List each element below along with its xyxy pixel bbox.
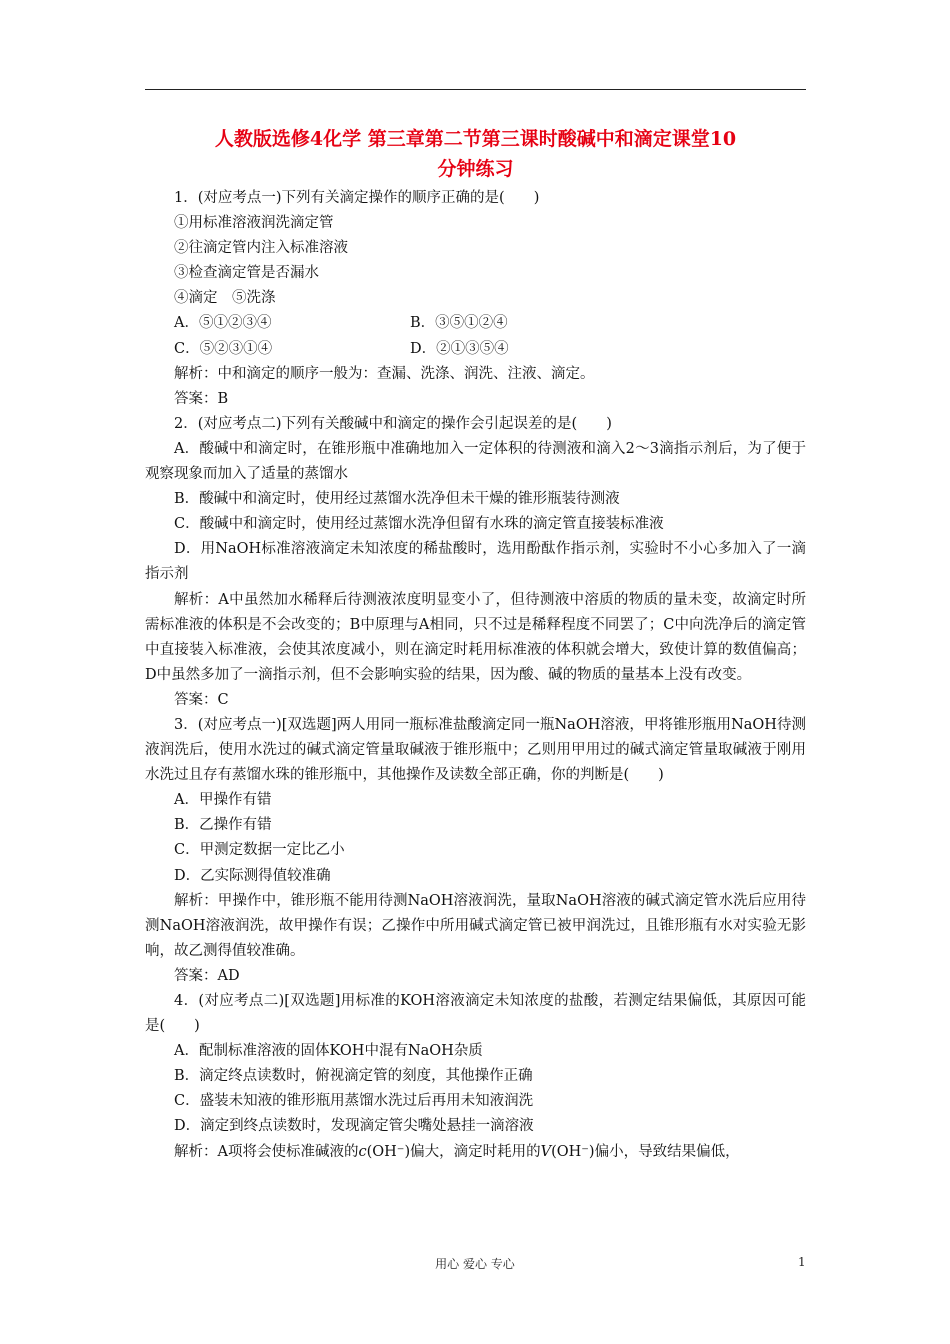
q4-option-d: D．滴定到终点读数时，发现滴定管尖嘴处悬挂一滴溶液: [174, 1118, 534, 1135]
q3-option-a: A．甲操作有错: [174, 792, 272, 809]
q2-analysis: 解析：A中虽然加水稀释后待测液浓度明显变小了，但待测液中溶质的物质的量未变，故滴定时所需标准液的体积是不会改变的；B中原理与A相同，只不过是稀释程度不同罢了；C中向洗净后的滴定管中直接装入标准液，会使其浓度减小，则在滴定时耗用标准液的体积就会增大，致使计算的数值偏高；D中虽然多加了一滴指示剂，但不会影响实验的结果，因为酸、碱的物质的量基本上没有改变。: [145, 591, 806, 683]
q2-option-c: C．酸碱中和滴定时，使用经过蒸馏水洗净但留有水珠的滴定管直接装标准液: [174, 516, 664, 533]
q4-analysis-symbol-c: c: [358, 1143, 367, 1160]
footer-text: 用心 爱心 专心: [435, 1257, 515, 1271]
q2-stem: 2．(对应考点二)下列有关酸碱中和滴定的操作会引起误差的是( ): [174, 415, 612, 432]
q1-answer: 答案：B: [174, 390, 229, 407]
q4-analysis-symbol-v: V: [540, 1143, 552, 1160]
q3-answer: 答案：AD: [174, 967, 240, 984]
q4-analysis-part-3: (OH⁻)偏小，导致结果偏低，: [551, 1143, 740, 1160]
q4-option-a: A．配制标准溶液的固体KOH中混有NaOH杂质: [174, 1043, 483, 1060]
q4-option-c: C．盛装未知液的锥形瓶用蒸馏水洗过后再用未知液润洗: [174, 1093, 534, 1110]
document-body: [145, 186, 806, 1165]
q3-option-c: C．甲测定数据一定比乙小: [174, 842, 345, 859]
q4-analysis-part-1: 解析：A项将会使标准碱液的: [174, 1143, 359, 1160]
q4-analysis-part-2: (OH⁻)偏大，滴定时耗用的: [366, 1143, 541, 1160]
page-number: 1: [798, 1255, 806, 1269]
q1-option-c: C．⑤②③①④: [174, 340, 273, 357]
q4-stem: 4．(对应考点二)[双选题]用标准的KOH溶液滴定未知浓度的盐酸，若测定结果偏低，其原因可能是( ): [145, 993, 806, 1035]
q1-item-4: ④滴定 ⑤洗涤: [174, 290, 276, 307]
q4-option-b: B．滴定终点读数时，俯视滴定管的刻度，其他操作正确: [174, 1068, 533, 1085]
q3-option-b: B．乙操作有错: [174, 817, 272, 834]
q1-options-row-2: [145, 337, 806, 362]
page-title: [145, 124, 806, 184]
q3-analysis: 解析：甲操作中，锥形瓶不能用待测NaOH溶液润洗，量取NaOH溶液的碱式滴定管水洗后应用待测NaOH溶液润洗，故甲操作有误；乙操作中所用碱式滴定管已被甲润洗过，且锥形瓶有水对实验无影响，故乙测得值较准确。: [145, 892, 806, 959]
q2-answer: 答案：C: [174, 691, 229, 708]
q1-options-row-1: [145, 311, 806, 336]
q1-item-1: ①用标准溶液润洗滴定管: [174, 215, 334, 232]
q3-option-d: D．乙实际测得值较准确: [174, 867, 331, 884]
q1-item-2: ②往滴定管内注入标准溶液: [174, 240, 348, 257]
q1-item-3: ③检查滴定管是否漏水: [174, 265, 319, 282]
q1-option-a: A．⑤①②③④: [174, 315, 272, 332]
title-line-1: 人教版选修4化学 第三章第二节第三课时酸碱中和滴定课堂10: [214, 128, 737, 150]
q1-analysis: 解析：中和滴定的顺序一般为：查漏、洗涤、润洗、注液、滴定。: [174, 365, 595, 382]
q2-option-a: A．酸碱中和滴定时，在锥形瓶中准确地加入一定体积的待测液和滴入2～3滴指示剂后，为了便于观察现象而加入了适量的蒸馏水: [145, 440, 806, 483]
q3-stem: 3．(对应考点一)[双选题]两人用同一瓶标准盐酸滴定同一瓶NaOH溶液，甲将锥形瓶用NaOH待测液润洗后，使用水洗过的碱式滴定管量取碱液于锥形瓶中；乙则用甲用过的碱式滴定管量取碱液于刚用水洗过且存有蒸馏水珠的锥形瓶中，其他操作及读数全部正确，你的判断是( ): [145, 716, 806, 784]
q1-option-b: B．③⑤①②④: [410, 315, 508, 332]
q1-option-d: D．②①③⑤④: [410, 340, 509, 357]
q1-stem: 1．(对应考点一)下列有关滴定操作的顺序正确的是( ): [174, 190, 540, 206]
header-rule: [145, 89, 806, 90]
q2-option-b: B．酸碱中和滴定时，使用经过蒸馏水洗净但未干燥的锥形瓶装待测液: [174, 491, 620, 508]
q4-analysis: [145, 1140, 806, 1165]
title-line-2: 分钟练习: [437, 158, 514, 180]
q2-option-d: D．用NaOH标准溶液滴定未知浓度的稀盐酸时，选用酚酞作指示剂，实验时不小心多加入了一滴指示剂: [145, 541, 806, 583]
